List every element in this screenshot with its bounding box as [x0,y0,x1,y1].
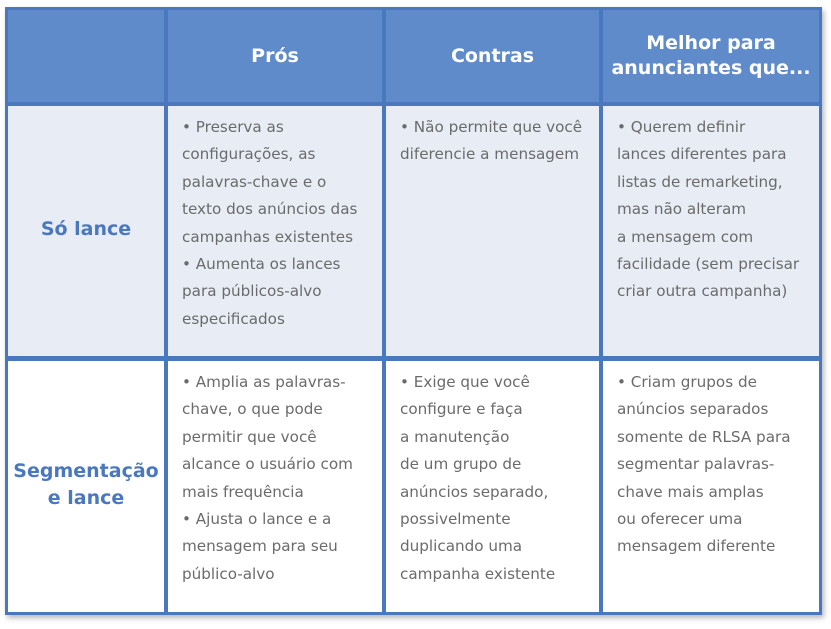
text-line: alcance o usuário com [182,455,353,474]
text-line: • Não permite que você [400,118,583,136]
cell-targeting-cons [386,361,599,612]
header-cons-label: Contras [450,44,535,67]
row-label-bid-only [8,106,164,356]
row-label-bid-only-text: Só lance [40,217,132,240]
text-line: campanha existente [400,564,556,583]
text-line: a manutenção [400,427,510,446]
text-line: • Aumenta os lances [182,255,341,274]
text-line: anúncios separado, [400,482,549,501]
text-line: lances diferentes para [617,145,787,164]
cell-bid-only-cons [386,106,599,356]
text-line: mensagem diferente [617,537,776,556]
text-line: campanhas existentes [182,227,354,246]
text-line: • Ajusta o lance e a [182,510,332,529]
text-line: facilidade (sem precisar [617,255,800,274]
text-line: para públicos-alvo [182,282,322,301]
header-pros [168,10,382,102]
text-line: especificados [182,309,285,328]
cell-targeting-pros [168,361,382,612]
text-line: ou oferecer uma [617,510,743,529]
text-line: permitir que você [182,427,317,446]
text-line: mais frequência [182,482,304,501]
text-line: mas não alteram [617,200,747,219]
cell-targeting-best-for [603,361,819,612]
text-line: • Preserva as [182,118,284,136]
text-line: chave, o que pode [182,400,323,419]
cell-bid-only-pros [168,106,382,356]
comparison-table [5,7,822,615]
text-line: palavras-chave e o [182,172,327,191]
text-line: duplicando uma [400,537,523,556]
row-label-targeting-line1: Segmentação [13,459,159,482]
header-corner-cell [8,10,164,102]
text-line: • Exige que você [400,373,530,391]
header-best-for-line1: Melhor para [646,32,776,54]
text-line: chave mais amplas [617,482,764,501]
text-line: • Querem definir [617,118,746,136]
text-line: a mensagem com [617,227,754,246]
text-line: possivelmente [400,510,511,529]
text-line: anúncios separados [617,400,769,419]
text-line: segmentar palavras- [617,455,775,474]
text-line: texto dos anúncios das [182,200,358,219]
text-line: listas de remarketing, [617,172,783,191]
text-line: • Amplia as palavras- [182,373,346,391]
text-line: diferencie a mensagem [400,145,580,164]
text-line: somente de RLSA para [617,427,791,446]
text-line: de um grupo de [400,455,522,474]
row-label-targeting-and-bid [8,361,164,612]
header-best-for-line2: anunciantes que... [611,57,811,79]
cell-bid-only-best-for [603,106,819,356]
row-label-targeting-line2: e lance [47,486,125,509]
text-line: • Criam grupos de [617,373,757,391]
header-cons [386,10,599,102]
text-line: configure e faça [400,400,523,419]
header-pros-label: Prós [251,44,299,67]
text-line: público-alvo [182,564,275,583]
text-line: mensagem para seu [182,537,338,556]
header-best-for [603,10,819,102]
text-line: criar outra campanha) [617,282,788,301]
text-line: configurações, as [182,145,316,164]
